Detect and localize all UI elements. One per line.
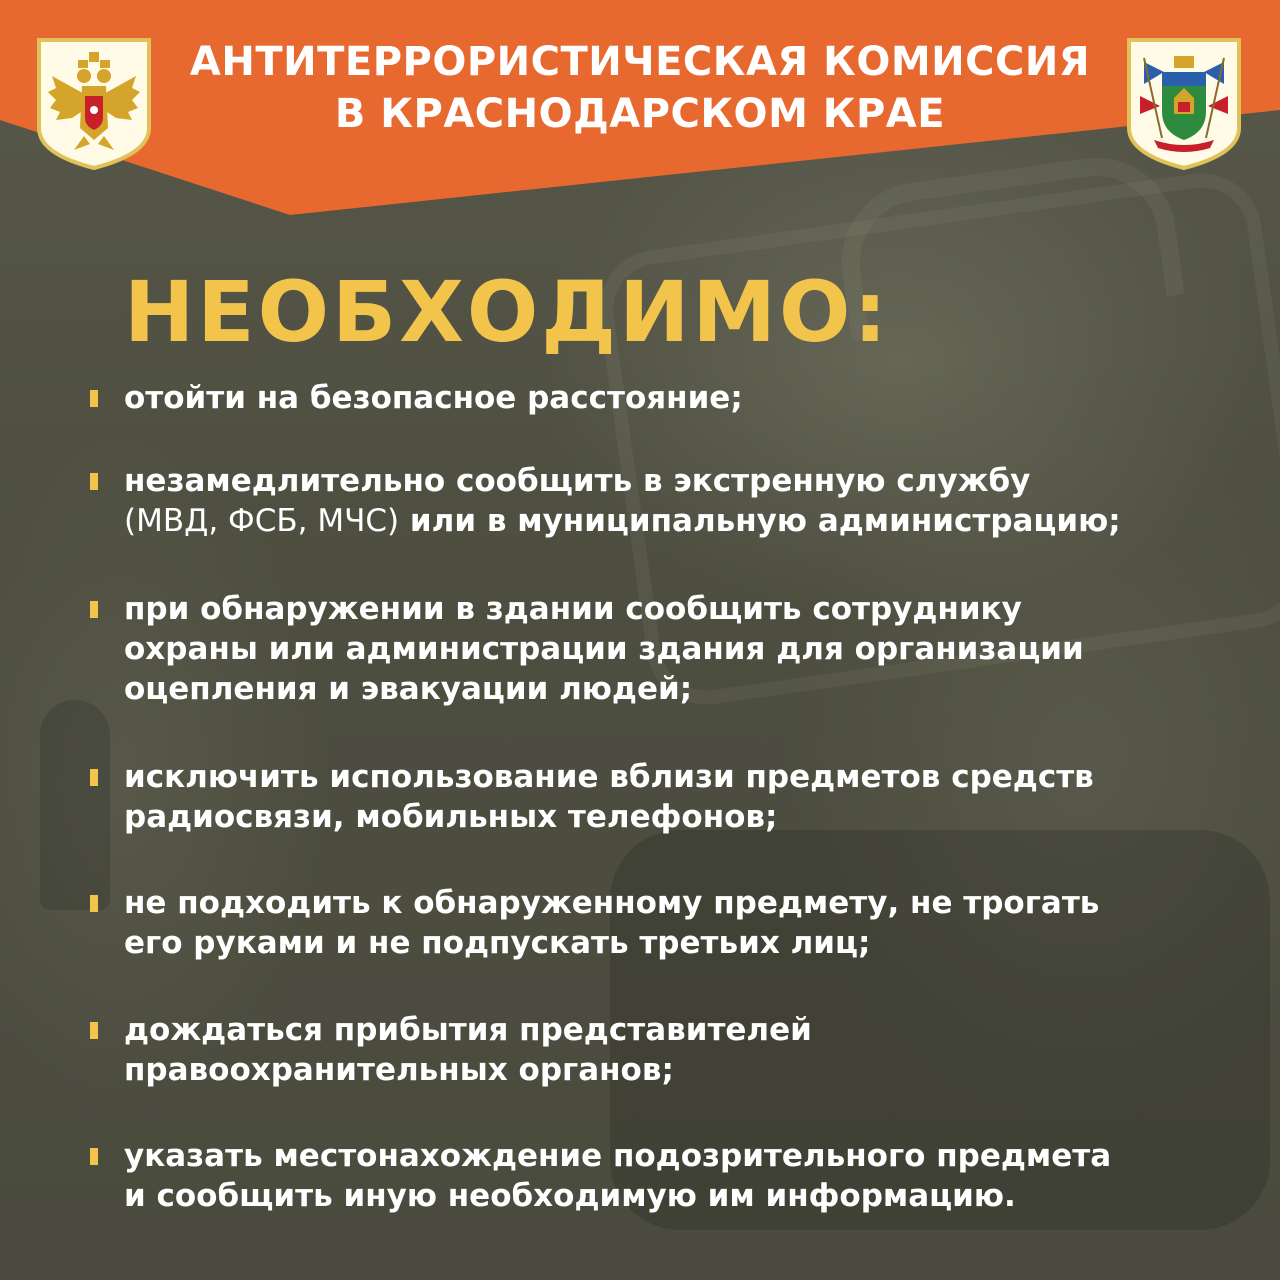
header-title-line-2: В КРАСНОДАРСКОМ КРАЕ xyxy=(334,91,946,137)
background-person xyxy=(40,700,110,910)
list-item-line: указать местонахождение подозрительного предмета xyxy=(124,1138,1112,1174)
list-item-line: охраны или администрации здания для организации xyxy=(124,631,1084,667)
list-item-line: не подходить к обнаруженному предмету, не трогать xyxy=(124,885,1100,921)
list-item-line xyxy=(124,501,1254,541)
list-item-line: оцепления и эвакуации людей; xyxy=(124,671,693,707)
bullet-marker xyxy=(90,601,98,618)
list-item-line: исключить использование вблизи предметов средств xyxy=(124,759,1094,795)
list-item-line: отойти на безопасное расстояние; xyxy=(124,380,743,416)
list-item-line: радиосвязи, мобильных телефонов; xyxy=(124,799,778,835)
main-heading: НЕОБХОДИМО: xyxy=(124,263,890,361)
krasnodar-krai-coat-of-arms-icon xyxy=(1125,36,1243,171)
bullet-marker xyxy=(90,895,98,912)
bullet-marker xyxy=(90,473,98,490)
bullet-marker xyxy=(90,1148,98,1165)
list-item-line: его руками и не подпускать третьих лиц; xyxy=(124,925,871,961)
header-title xyxy=(180,36,1100,140)
list-item-line: незамедлительно сообщить в экстренную службу xyxy=(124,463,1031,499)
bullet-marker xyxy=(90,390,98,407)
list-item-line-rest: или в муниципальную администрацию; xyxy=(399,503,1121,539)
list-item-line: правоохранительных органов; xyxy=(124,1052,674,1088)
list-item-line: и сообщить иную необходимую им информацию. xyxy=(124,1178,1016,1214)
list-item-line: при обнаружении в здании сообщить сотруднику xyxy=(124,591,1022,627)
header-title-line-1: АНТИТЕРРОРИСТИЧЕСКАЯ КОМИССИЯ xyxy=(189,39,1091,85)
bullet-marker xyxy=(90,1022,98,1039)
list-item-line: дождаться прибытия представителей xyxy=(124,1012,812,1048)
bullet-marker xyxy=(90,769,98,786)
russian-coat-of-arms-icon xyxy=(35,36,153,171)
agencies-text: (МВД, ФСБ, МЧС) xyxy=(124,503,400,539)
